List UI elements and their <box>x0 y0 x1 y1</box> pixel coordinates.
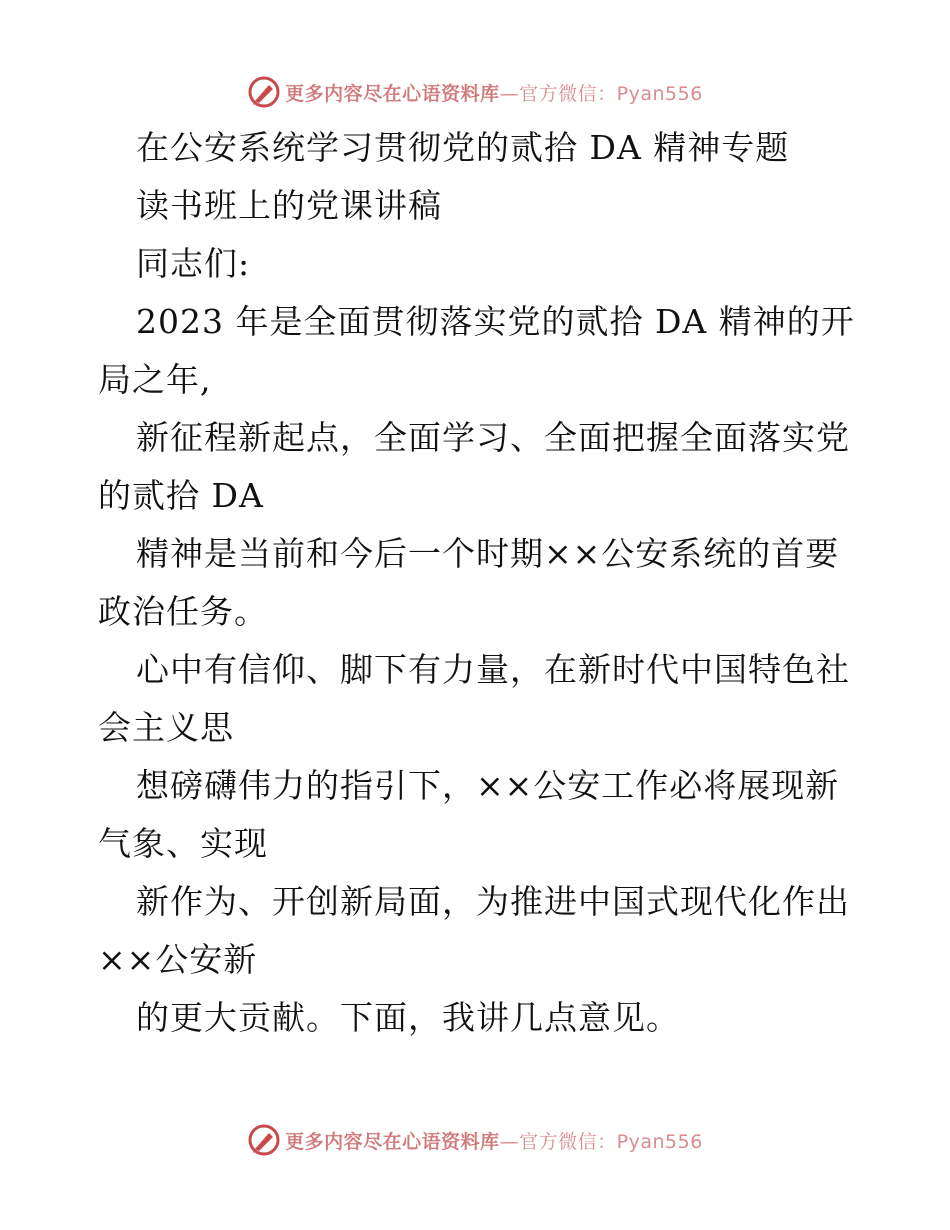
paragraph-line: 新征程新起点，全面学习、全面把握全面落实党 <box>136 418 850 457</box>
title-line-1: 在公安系统学习贯彻党的贰拾 DA 精神专题 <box>136 128 790 167</box>
watermark-text <box>285 1127 703 1154</box>
pen-logo-icon <box>247 75 281 109</box>
watermark-main: 更多内容尽在心语资料库 <box>285 82 500 105</box>
paragraph-line: 政治任务。 <box>98 592 268 631</box>
paragraph-line: 精神是当前和今后一个时期××公安系统的首要 <box>136 534 840 573</box>
header-watermark <box>0 72 950 112</box>
watermark-contact: —官方微信：Pyan556 <box>499 82 703 105</box>
paragraph-line: 的更大贡献。下面，我讲几点意见。 <box>136 998 680 1037</box>
watermark-main: 更多内容尽在心语资料库 <box>285 1130 500 1153</box>
paragraph-line: 想磅礴伟力的指引下，××公安工作必将展现新 <box>136 766 840 805</box>
paragraph-line: 的贰拾 DA <box>98 476 264 515</box>
paragraph-line: 会主义思 <box>98 708 234 747</box>
paragraph-line: ××公安新 <box>98 940 258 979</box>
watermark-text <box>285 79 703 106</box>
footer-watermark <box>0 1120 950 1160</box>
paragraph-line: 气象、实现 <box>98 824 268 863</box>
paragraph-line: 新作为、开创新局面，为推进中国式现代化作出 <box>136 882 850 921</box>
paragraph-line: 2023 年是全面贯彻落实党的贰拾 DA 精神的开 <box>136 302 855 341</box>
paragraph-line: 局之年, <box>98 360 212 399</box>
paragraph-line: 心中有信仰、脚下有力量，在新时代中国特色社 <box>136 650 850 689</box>
watermark-contact: —官方微信：Pyan556 <box>499 1130 703 1153</box>
title-line-2: 读书班上的党课讲稿 <box>136 186 442 225</box>
pen-logo-icon <box>247 1123 281 1157</box>
salutation: 同志们: <box>136 244 251 283</box>
